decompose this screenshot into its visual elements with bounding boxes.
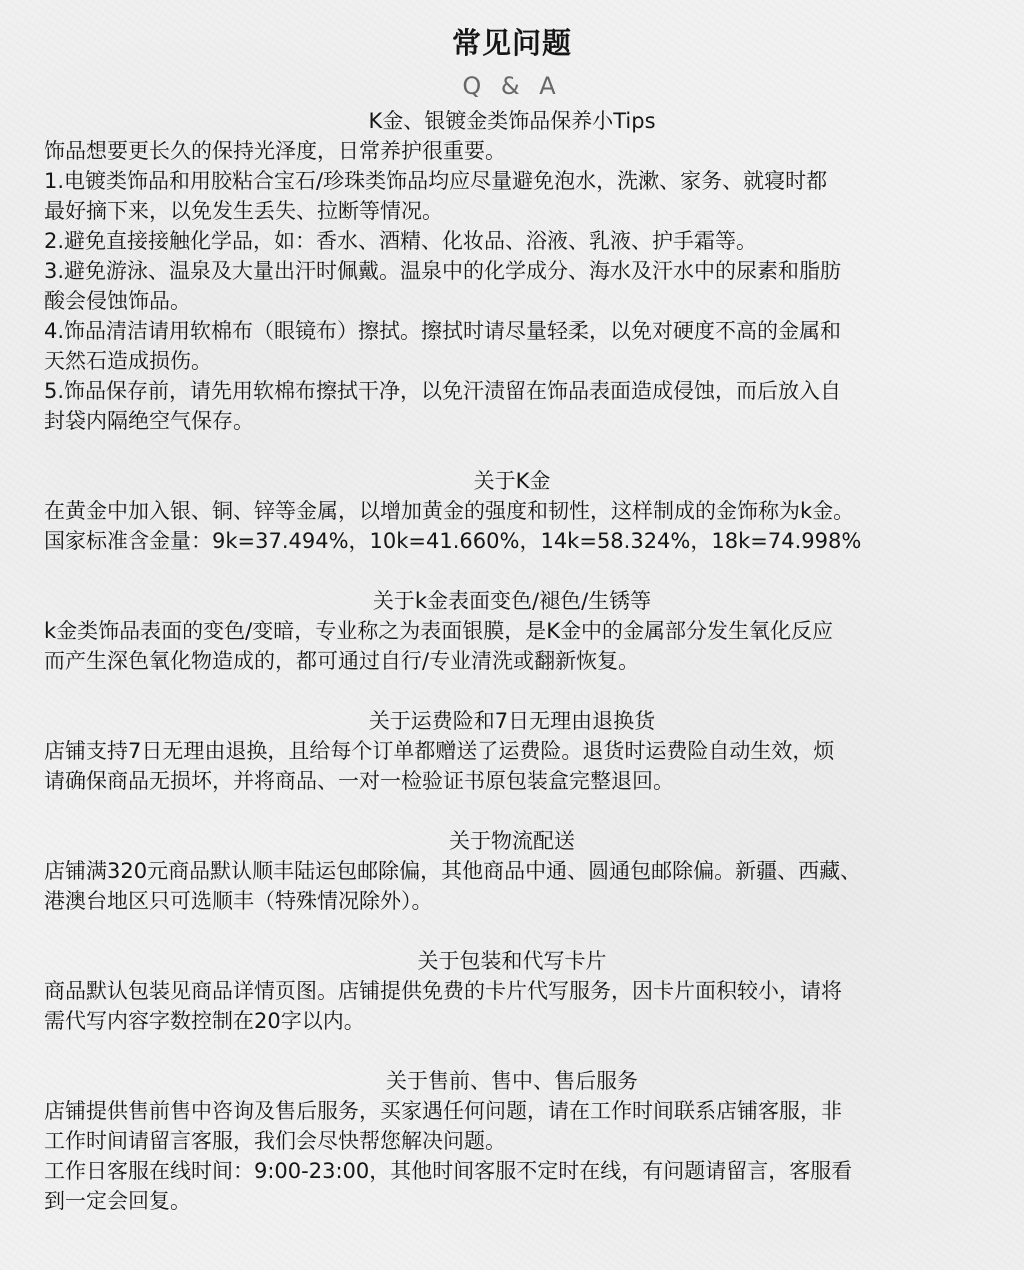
- section-heading: K金、银镀金类饰品保养小Tips: [368, 109, 656, 133]
- section-text-line: 需代写内容字数控制在20字以内。: [44, 1009, 365, 1033]
- section-text-line: 4.饰品清洁请用软棉布（眼镜布）擦拭。擦拭时请尽量轻柔，以免对硬度不高的金属和: [44, 319, 842, 343]
- section-text-line: 3.避免游泳、温泉及大量出汗时佩戴。温泉中的化学成分、海水及汗水中的尿素和脂肪: [44, 259, 842, 283]
- section-text-line: 国家标准含金量：9k=37.494%，10k=41.660%，14k=58.324%，18k=74.998%: [44, 529, 862, 553]
- faq-section: [44, 826, 980, 916]
- section-text-line: 在黄金中加入银、铜、锌等金属，以增加黄金的强度和韧性，这样制成的金饰称为k金。: [44, 499, 855, 523]
- faq-sections: [44, 106, 980, 1216]
- faq-section: [44, 466, 980, 556]
- section-text-line: 酸会侵蚀饰品。: [44, 289, 191, 313]
- section-text-line: 最好摘下来，以免发生丢失、拉断等情况。: [44, 199, 443, 223]
- faq-section: [44, 106, 980, 436]
- section-text-line: 天然石造成损伤。: [44, 349, 212, 373]
- faq-section: [44, 586, 980, 676]
- section-text-line: 饰品想要更长久的保持光泽度，日常养护很重要。: [44, 139, 506, 163]
- faq-section: [44, 1066, 980, 1216]
- section-heading: 关于k金表面变色/褪色/生锈等: [372, 589, 652, 613]
- faq-section: [44, 706, 980, 796]
- section-text-line: k金类饰品表面的变色/变暗，专业称之为表面银膜，是K金中的金属部分发生氧化反应: [44, 619, 834, 643]
- section-text-line: 店铺提供售前售中咨询及售后服务，买家遇任何问题，请在工作时间联系店铺客服，非: [44, 1099, 842, 1123]
- section-text-line: 1.电镀类饰品和用胶粘合宝石/珍珠类饰品均应尽量避免泡水，洗漱、家务、就寝时都: [44, 169, 828, 193]
- section-text-line: 而产生深色氧化物造成的，都可通过自行/专业清洗或翻新恢复。: [44, 649, 640, 673]
- section-text-line: 商品默认包装见商品详情页图。店铺提供免费的卡片代写服务，因卡片面积较小，请将: [44, 979, 842, 1003]
- section-heading: 关于物流配送: [449, 829, 575, 853]
- section-text-line: 店铺满320元商品默认顺丰陆运包邮除偏，其他商品中通、圆通包邮除偏。新疆、西藏、: [44, 859, 862, 883]
- section-heading: 关于K金: [473, 469, 551, 493]
- faq-section: [44, 946, 980, 1036]
- section-text-line: 请确保商品无损坏，并将商品、一对一检验证书原包装盒完整退回。: [44, 769, 674, 793]
- page-title: 常见问题: [451, 26, 572, 60]
- section-text-line: 店铺支持7日无理由退换，且给每个订单都赠送了运费险。退货时运费险自动生效，烦: [44, 739, 835, 763]
- section-text-line: 2.避免直接接触化学品，如：香水、酒精、化妆品、浴液、乳液、护手霜等。: [44, 229, 758, 253]
- section-text-line: 工作时间请留言客服，我们会尽快帮您解决问题。: [44, 1129, 506, 1153]
- page-subtitle: Q & A: [462, 72, 562, 100]
- section-heading: 关于售前、售中、售后服务: [386, 1069, 638, 1093]
- section-text-line: 工作日客服在线时间：9:00-23:00，其他时间客服不定时在线，有问题请留言，客服看: [44, 1159, 853, 1183]
- section-text-line: 港澳台地区只可选顺丰（特殊情况除外）。: [44, 889, 433, 913]
- section-heading: 关于运费险和7日无理由退换货: [368, 709, 656, 733]
- section-text-line: 5.饰品保存前，请先用软棉布擦拭干净，以免汗渍留在饰品表面造成侵蚀，而后放入自: [44, 379, 842, 403]
- section-heading: 关于包装和代写卡片: [417, 949, 607, 973]
- section-text-line: 到一定会回复。: [44, 1189, 191, 1213]
- section-text-line: 封袋内隔绝空气保存。: [44, 409, 254, 433]
